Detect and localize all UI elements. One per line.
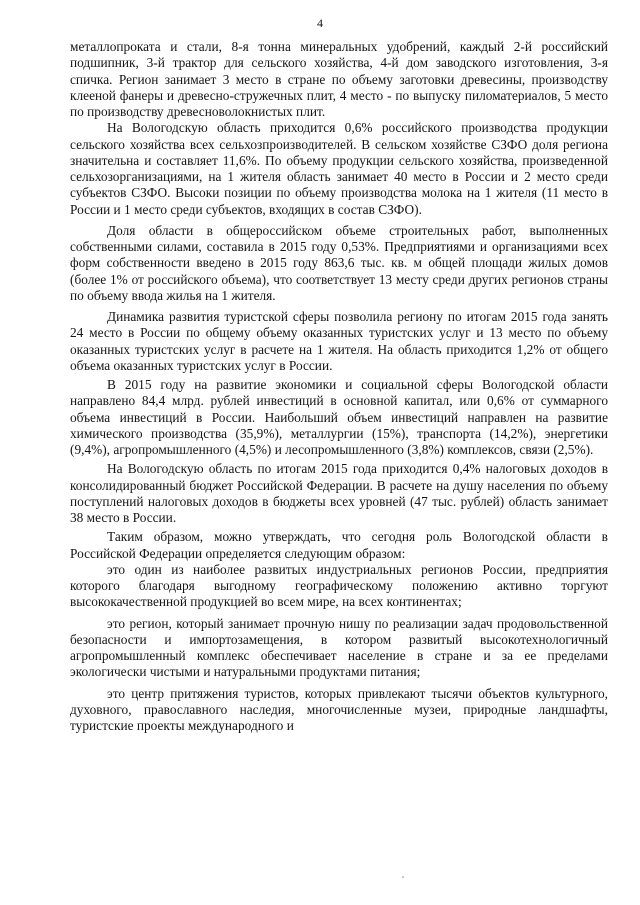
list-item-tourism-center: это центр притяжения туристов, которых привлекают тысячи объектов культурного, духовного, православного наследия, многочисленные музеи, природные ландшафты, туристские проекты международного и: [70, 685, 608, 733]
scan-speck: [402, 876, 404, 878]
paragraph-industry-ranking: металлопроката и стали, 8-я тонна минеральных удобрений, каждый 2-й российский подшипник, 3-й трактор для сельского хозяйства, 4-й дом заводского изготовления, 3-я спичка. Регион занимает 3 место в стране по объему заготовки древесины, производству клееной фанеры и древесно-стружечных плит, 4 место - по выпуску пиломатериалов, 5 место по производству древесноволокнистых плит.: [70, 39, 608, 119]
body-text: [70, 39, 608, 734]
list-item-food-security: это регион, который занимает прочную нишу по реализации задач продовольственной безопасности и импортозамещения, в котором развитый высокотехнологичный агропромышленный комплекс обеспечивает население в стране и за ее пределами экологически чистыми и натуральными продуктами питания;: [70, 615, 608, 680]
list-item-industrial-region: это один из наиболее развитых индустриальных регионов России, предприятия которого благодаря выгодному географическому положению активно торгуют высококачественной продукцией во всем мире, на всех континентах;: [70, 561, 608, 610]
paragraph-construction: Доля области в общероссийском объеме строительных работ, выполненных собственными силами, составила в 2015 году 0,53%. Предприятиями и организациями всех форм собственности введено в 2015 году 863,6 тыс. кв. м общей площади жилых домов (более 1% от российского объема), что соответствует 13 месту среди других регионов страны по объему ввода жилья на 1 жителя.: [70, 222, 608, 303]
paragraph-agriculture: На Вологодскую область приходится 0,6% российского производства продукции сельского хозяйства всех сельхозпроизводителей. В сельском хозяйстве СЗФО доля региона значительна и составляет 11,6%. По объему продукции сельского хозяйства, произведенной сельхозорганизациями, на 1 жителя область занимает 40 место в России и 2 место среди субъектов СЗФО. Высоки позиции по объему производства молока на 1 жителя (11 место в России и 1 место среди субъектов, входящих в состав СЗФО).: [70, 120, 608, 217]
paragraph-investment: В 2015 году на развитие экономики и социальной сферы Вологодской области направлено 84,4 млрд. рублей инвестиций в основной капитал, или 0,6% от суммарного объема инвестиций в России. Наибольший объем инвестиций направлен на развитие химического производства (35,9%), металлургии (15%), транспорта (14,2%), энергетики (9,4%), агропромышленного (4,5%) и лесопромышленного (3,8%) комплексов, связи (2,5%).: [70, 377, 608, 457]
paragraph-conclusion-intro: Таким образом, можно утверждать, что сегодня роль Вологодской области в Российской Федерации определяется следующим образом:: [70, 529, 608, 561]
page-number: 4: [317, 16, 323, 30]
paragraph-tax-revenue: На Вологодскую область по итогам 2015 года приходится 0,4% налоговых доходов в консолидированный бюджет Российской Федерации. В расчете на душу населения по объему поступлений налоговых доходов в бюджеты всех уровней (47 тыс. рублей) область занимает 38 место в России.: [70, 461, 608, 525]
paragraph-tourism: Динамика развития туристской сферы позволила региону по итогам 2015 года занять 24 место в России по общему объему оказанных туристских услуг и 13 место по объему оказанных туристских услуг в расчете на 1 жителя. На область приходится 1,2% от общего объема оказанных туристских услуг в России.: [70, 309, 608, 373]
